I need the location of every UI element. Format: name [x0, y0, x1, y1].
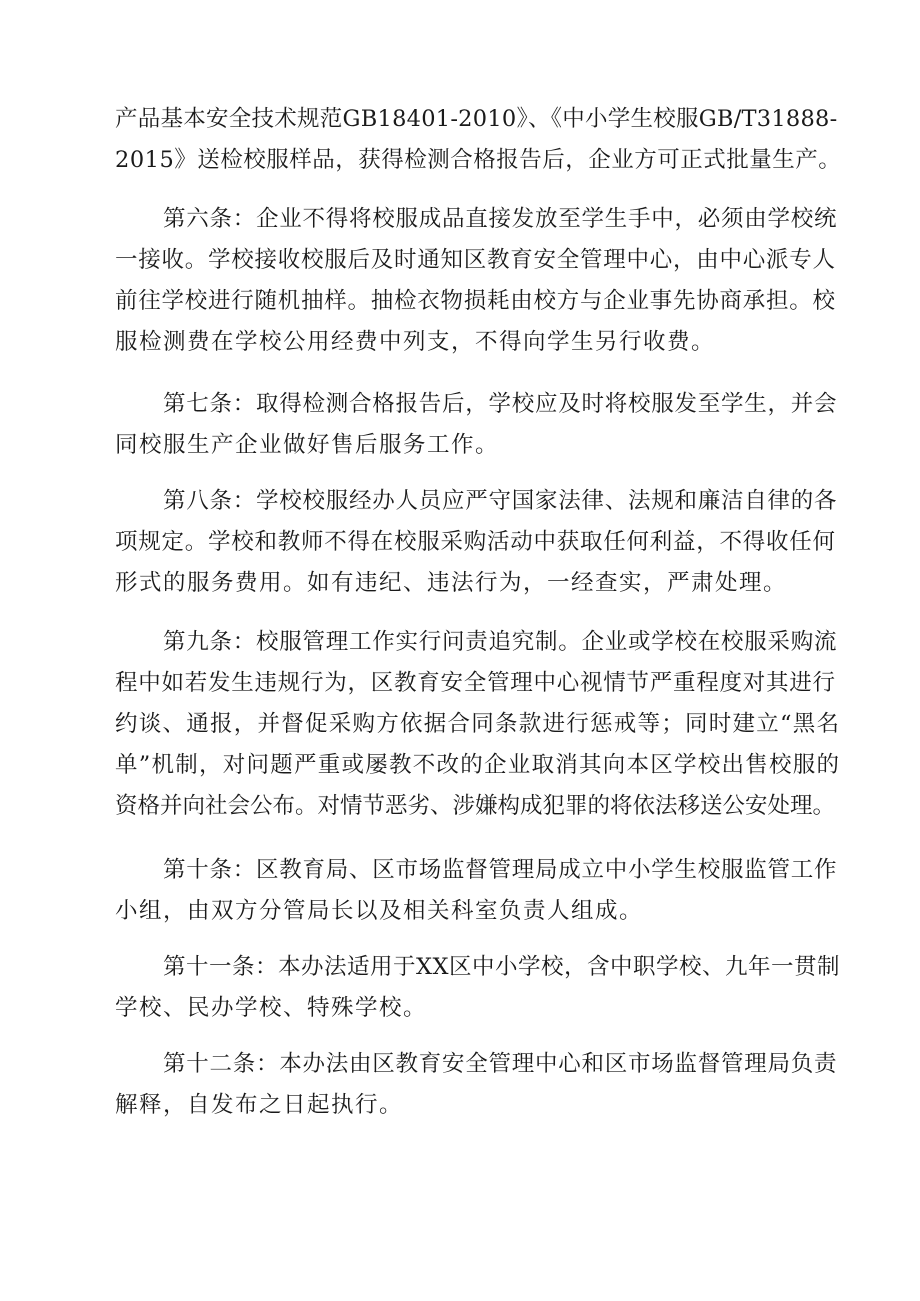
text-line: 单”机制，对问题严重或屡教不改的企业取消其向本区学校出售校服的: [115, 752, 841, 778]
text-line: 项规定。学校和教师不得在校服采购活动中获取任何利益，不得收任何: [115, 529, 836, 555]
text-line: 第十二条：本办法由区教育安全管理中心和区市场监督管理局负责: [163, 1051, 838, 1077]
paragraph-continuation: [115, 99, 841, 181]
text-line: 第八条：学校校服经办人员应严守国家法律、法规和廉洁自律的各: [163, 488, 838, 514]
text-line: 第六条：企业不得将校服成品直接发放至学生手中，必须由学校统: [163, 206, 838, 232]
text-line: 一接收。学校接收校服后及时通知区教育安全管理中心，由中心派专人: [115, 247, 836, 273]
article-12: [115, 1044, 841, 1126]
article-8: [115, 481, 841, 604]
text-line: 资格并向社会公布。对情节恶劣、涉嫌构成犯罪的将依法移送公安处理。: [115, 793, 836, 819]
text-line: 约谈、通报，并督促采购方依据合同条款进行惩戒等；同时建立“黑名: [115, 711, 841, 737]
text-line: 小组，由双方分管局长以及相关科室负责人组成。: [115, 898, 644, 924]
text-line: 产品基本安全技术规范GB18401-2010》、《中小学生校服GB/T31888-: [115, 106, 838, 132]
text-line: 服检测费在学校公用经费中列支，不得向学生另行收费。: [115, 329, 716, 355]
text-line: 同校服生产企业做好售后服务工作。: [115, 432, 500, 458]
article-7: [115, 384, 841, 466]
text-line: 程中如若发生违规行为，区教育安全管理中心视情节严重程度对其进行: [115, 670, 836, 696]
article-9: [115, 622, 841, 827]
text-line: 第九条：校服管理工作实行问责追究制。企业或学校在校服采购流: [163, 629, 838, 655]
text-line: 前往学校进行随机抽样。抽检衣物损耗由校方与企业事先协商承担。校: [115, 288, 836, 314]
article-10: [115, 850, 841, 932]
text-line: 解释，自发布之日起执行。: [115, 1092, 404, 1118]
text-line: 第十一条：本办法适用于XX区中小学校，含中职学校、九年一贯制: [163, 954, 841, 980]
text-line: 第七条：取得检测合格报告后，学校应及时将校服发至学生，并会: [163, 391, 838, 417]
article-6: [115, 199, 841, 363]
text-line: 第十条：区教育局、区市场监督管理局成立中小学生校服监管工作: [163, 857, 838, 883]
text-line: 2015》送检校服样品，获得检测合格报告后，企业方可正式批量生产。: [115, 147, 842, 173]
text-line: 学校、民办学校、特殊学校。: [115, 995, 428, 1021]
text-line: 形式的服务费用。如有违纪、违法行为，一经查实，严肃处理。: [115, 570, 788, 596]
article-11: [115, 947, 841, 1029]
